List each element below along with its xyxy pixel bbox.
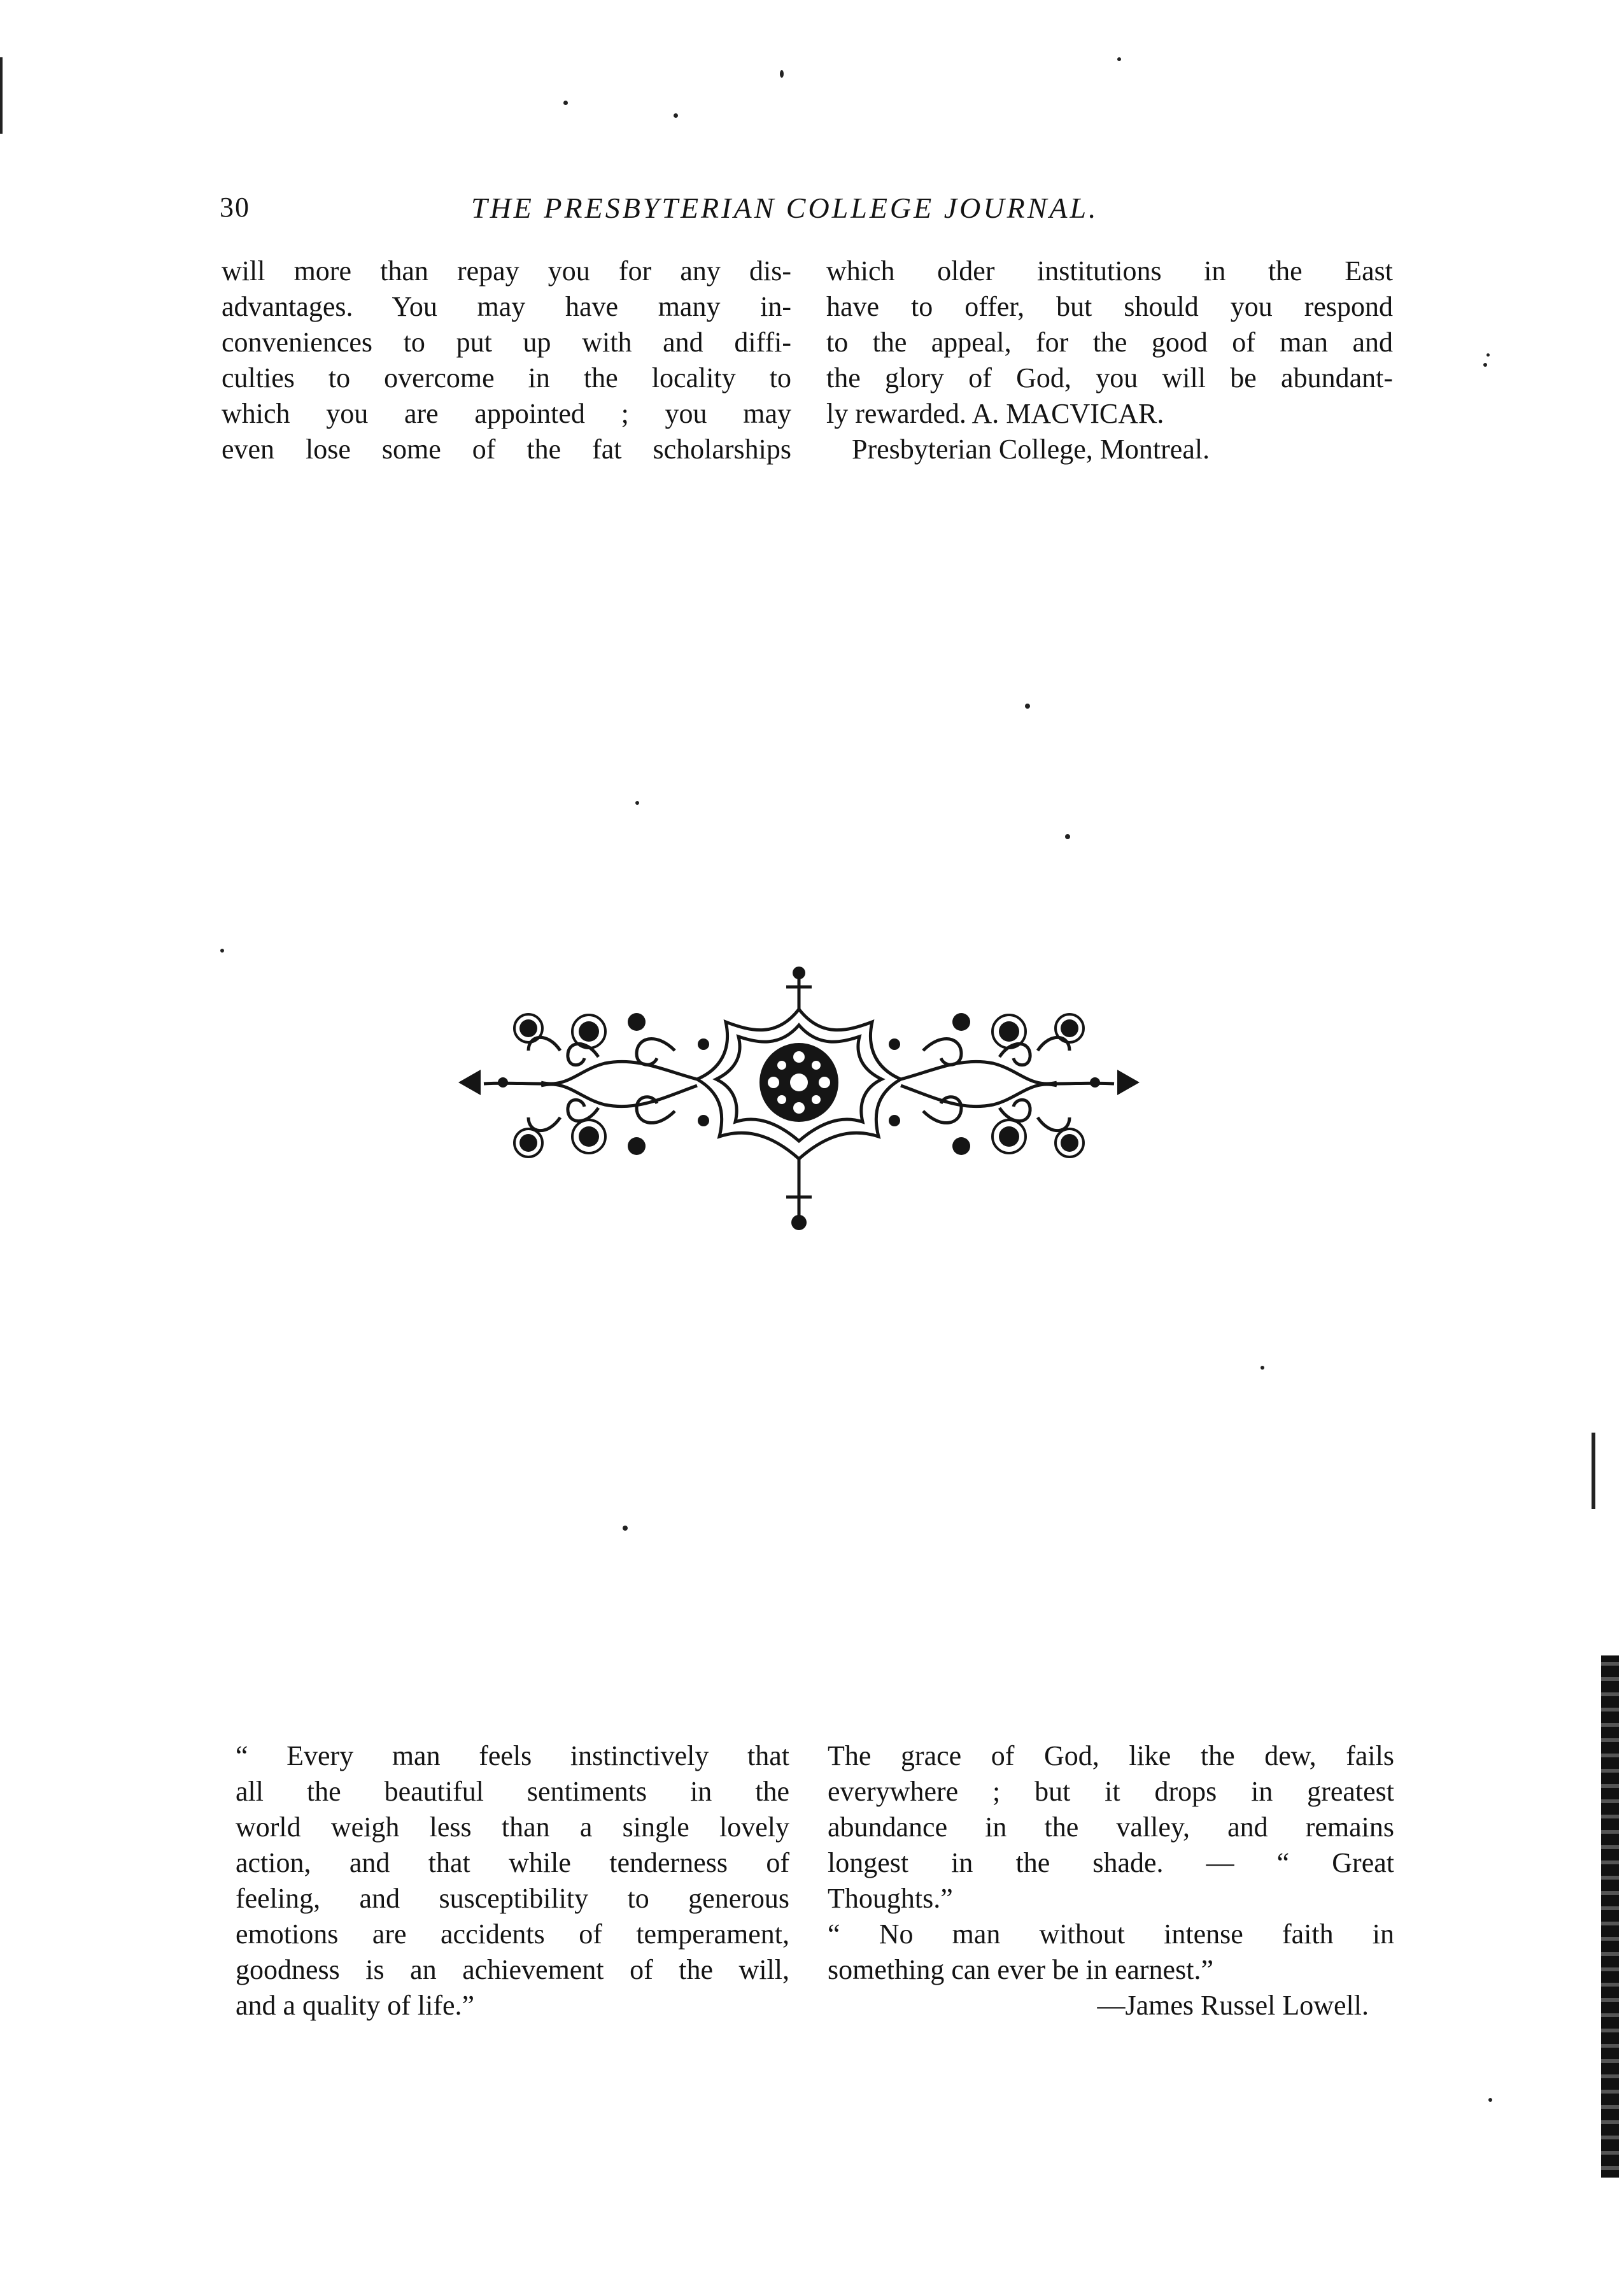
text-line: “ Every man feels instinctively that: [236, 1740, 789, 1771]
journal-title: THE PRESBYTERIAN COLLEGE JOURNAL.: [471, 192, 1099, 224]
scan-speck: [563, 101, 568, 105]
text-line: longest in the shade. — “ Great: [828, 1847, 1394, 1878]
author-signature: A. MACVICAR.: [971, 398, 1164, 429]
scan-speck: [635, 801, 639, 805]
quote-right: [828, 1738, 1394, 2023]
article-left-column: [222, 253, 791, 467]
text-line: have to offer, but should you respond: [826, 291, 1393, 322]
text-line: advantages. You may have many in-: [222, 291, 791, 322]
text-line: “ No man without intense faith in: [828, 1918, 1394, 1950]
text-line: action, and that while tenderness of: [236, 1847, 789, 1878]
signature-line: [826, 396, 1393, 432]
text-line: The grace of God, like the dew, fails: [828, 1740, 1394, 1771]
scan-speck: [1483, 363, 1487, 367]
article-right-column: [826, 253, 1393, 467]
text-line: feeling, and susceptibility to generous: [236, 1883, 789, 1914]
scan-speck: [220, 949, 224, 953]
page-number: 30: [220, 192, 250, 223]
text-line: which you are appointed ; you may: [222, 398, 791, 429]
scan-speck: [1025, 704, 1030, 709]
text-line: culties to overcome in the locality to: [222, 362, 791, 393]
scan-edge-mark: [0, 57, 3, 134]
floral-ornament-icon: [433, 961, 1165, 1267]
scan-speck: [1486, 353, 1490, 357]
quote-left: [236, 1738, 789, 2023]
scan-speck: [1065, 834, 1070, 839]
text-line: conveniences to put up with and diffi-: [222, 327, 791, 358]
text-line: goodness is an achievement of the will,: [236, 1954, 789, 1985]
signature-place: Presbyterian College, Montreal.: [852, 434, 1210, 465]
scan-speck: [1488, 2098, 1492, 2102]
text-line: everywhere ; but it drops in greatest: [828, 1776, 1394, 1807]
scan-speck: [780, 70, 784, 78]
text-line: something can ever be in earnest.”: [828, 1954, 1213, 1985]
scan-speck: [1260, 1366, 1264, 1370]
text-line: Thoughts.”: [828, 1883, 953, 1914]
scan-edge-mark: [1592, 1433, 1595, 1509]
text-line: which older institutions in the East: [826, 255, 1393, 287]
text-line: and a quality of life.”: [236, 1990, 475, 2021]
quote-attribution: —James Russel Lowell.: [1097, 1990, 1369, 2021]
text-line: even lose some of the fat scholarships: [222, 434, 791, 465]
text-line: world weigh less than a single lovely: [236, 1811, 789, 1843]
text-line: to the appeal, for the good of man and: [826, 327, 1393, 358]
scan-speck: [1117, 57, 1121, 61]
text-line: will more than repay you for any dis-: [222, 255, 791, 287]
scan-speck: [623, 1526, 628, 1531]
text-line: all the beautiful sentiments in the: [236, 1776, 789, 1807]
text-line: emotions are accidents of temperament,: [236, 1918, 789, 1950]
text-line: abundance in the valley, and remains: [828, 1811, 1394, 1843]
text-line: the glory of God, you will be abundant-: [826, 362, 1393, 393]
text-line: ly rewarded.: [826, 398, 966, 429]
scan-edge-mark: [1601, 1655, 1619, 2178]
scan-speck: [674, 113, 678, 118]
